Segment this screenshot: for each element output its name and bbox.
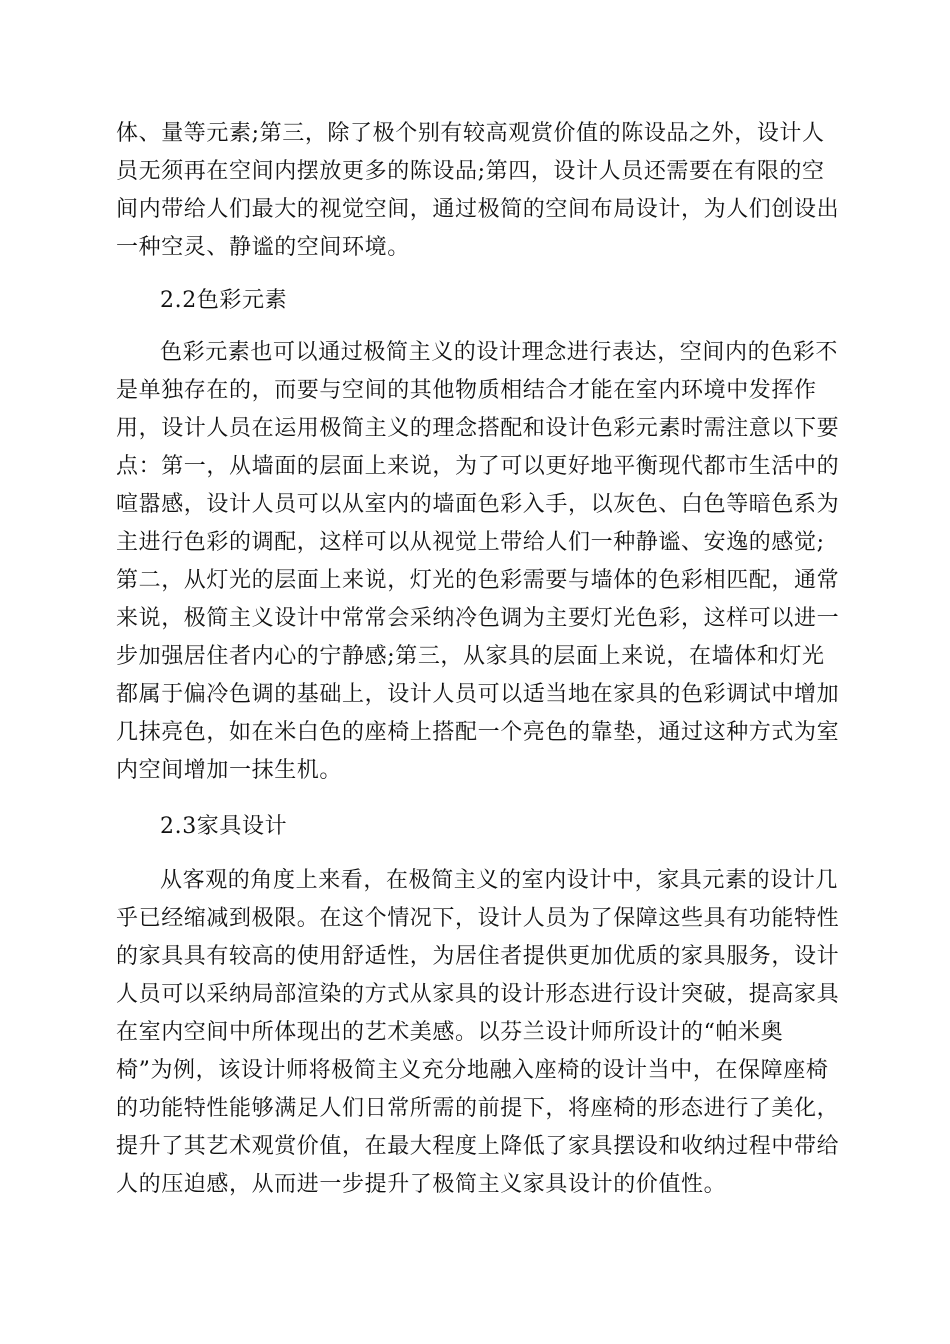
text-line: 点：第一，从墙面的层面上来说，为了可以更好地平衡现代都市生活中的	[116, 454, 840, 479]
text-line: 人员可以采纳局部渲染的方式从家具的设计形态进行设计突破，提高家具	[116, 982, 840, 1007]
section-heading: 2.3家具设计	[160, 814, 288, 839]
text-line: 提升了其艺术观赏价值，在最大程度上降低了家具摆设和收纳过程中带给	[116, 1134, 840, 1159]
text-line: 一种空灵、静谧的空间环境。	[116, 235, 410, 260]
text-line: 的功能特性能够满足人们日常所需的前提下，将座椅的形态进行了美化，	[116, 1096, 840, 1121]
text-line: 来说，极简主义设计中常常会采纳冷色调为主要灯光色彩，这样可以进一	[116, 606, 840, 631]
text-line: 内空间增加一抹生机。	[116, 758, 343, 783]
text-line: 乎已经缩减到极限。在这个情况下，设计人员为了保障这些具有功能特性	[116, 906, 840, 931]
text-line: 在室内空间中所体现出的艺术美感。以芬兰设计师所设计的“帕米奥	[116, 1020, 784, 1045]
text-line: 用，设计人员在运用极简主义的理念搭配和设计色彩元素时需注意以下要	[116, 416, 840, 441]
text-line: 步加强居住者内心的宁静感;第三，从家具的层面上来说，在墙体和灯光	[116, 644, 825, 669]
text-line: 员无须再在空间内摆放更多的陈设品;第四，设计人员还需要在有限的空	[116, 159, 825, 184]
text-line: 色彩元素也可以通过极简主义的设计理念进行表达，空间内的色彩不	[160, 340, 839, 365]
text-line: 人的压迫感，从而进一步提升了极简主义家具设计的价值性。	[116, 1172, 727, 1197]
text-line: 的家具具有较高的使用舒适性，为居住者提供更加优质的家具服务，设计	[116, 944, 840, 969]
text-line: 间内带给人们最大的视觉空间，通过极简的空间布局设计，为人们创设出	[116, 197, 840, 222]
text-line: 喧嚣感，设计人员可以从室内的墙面色彩入手，以灰色、白色等暗色系为	[116, 492, 840, 517]
text-line: 都属于偏冷色调的基础上，设计人员可以适当地在家具的色彩调试中增加	[116, 682, 840, 707]
text-line: 体、量等元素;第三，除了极个别有较高观赏价值的陈设品之外，设计人	[116, 121, 825, 146]
text-line: 几抹亮色，如在米白色的座椅上搭配一个亮色的靠垫，通过这种方式为室	[116, 720, 840, 745]
text-line: 椅”为例，该设计师将极简主义充分地融入座椅的设计当中，在保障座椅	[116, 1058, 829, 1083]
text-line: 第二，从灯光的层面上来说，灯光的色彩需要与墙体的色彩相匹配，通常	[116, 568, 840, 593]
section-heading: 2.2色彩元素	[160, 288, 288, 313]
text-line: 从客观的角度上来看，在极简主义的室内设计中，家具元素的设计几	[160, 868, 839, 893]
text-line: 是单独存在的，而要与空间的其他物质相结合才能在室内环境中发挥作	[116, 378, 817, 403]
text-line: 主进行色彩的调配，这样可以从视觉上带给人们一种静谧、安逸的感觉;	[116, 530, 825, 555]
